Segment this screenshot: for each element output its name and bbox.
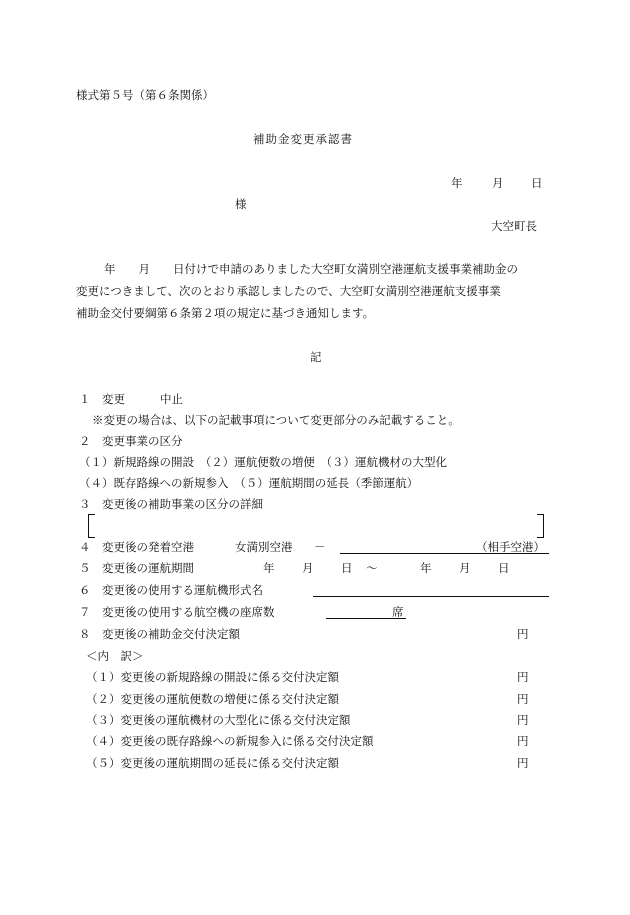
item-6-label: 変更後の使用する運航機形式名: [102, 583, 263, 597]
detail-bracket-left: [88, 514, 95, 538]
breakdown-row-2-label: （２）変更後の運航便数の増便に係る交付決定額: [86, 692, 339, 706]
item-5-month-1: 月: [302, 561, 314, 575]
item-2-options-1: （１）新規路線の開設 （２）運航便数の増便 （３）運航機材の大型化: [79, 455, 447, 469]
item-5-year-2: 年: [420, 561, 432, 575]
item-1-label: 変更: [102, 392, 125, 406]
item-2-number: ２: [79, 434, 91, 448]
addressee-suffix: 様: [235, 197, 247, 211]
item-3-number: ３: [79, 497, 91, 511]
item-5-tilde: ～: [366, 561, 378, 575]
item-5-number: ５: [79, 561, 91, 575]
item-6-number: ６: [79, 583, 91, 597]
breakdown-row-3-label: （３）変更後の運航機材の大型化に係る交付決定額: [86, 713, 351, 727]
item-5-day-1: 日: [341, 561, 353, 575]
date-day: 日: [531, 176, 543, 190]
breakdown-row-5-unit: 円: [517, 756, 529, 770]
breakdown-row-2-unit: 円: [517, 692, 529, 706]
item-8-unit: 円: [517, 627, 529, 641]
item-8-label: 変更後の補助金交付決定額: [102, 627, 240, 641]
form-number: 様式第５号（第６条関係）: [76, 88, 214, 102]
item-5-day-2: 日: [498, 561, 510, 575]
item-8-number: ８: [79, 627, 91, 641]
body-line-1: 年 月 日付けで申請のありました大空町女満別空港運航支援事業補助金の: [104, 262, 518, 276]
item-5-month-2: 月: [459, 561, 471, 575]
item-5-label: 変更後の運航期間: [102, 561, 194, 575]
change-note: ※変更の場合は、以下の記載事項について変更部分のみ記載すること。: [92, 413, 460, 427]
date-month: 月: [492, 176, 504, 190]
breakdown-row-1-unit: 円: [517, 670, 529, 684]
body-line-2: 変更につきまして、次のとおり承認しましたので、大空町女満別空港運航支援事業: [76, 284, 501, 298]
item-7-underline: [326, 618, 406, 619]
item-4-label: 変更後の発着空港: [102, 540, 194, 554]
item-4-airport: 女満別空港: [235, 540, 293, 554]
item-4-partner: （相手空港）: [476, 540, 545, 554]
item-2-label: 変更事業の区分: [102, 434, 183, 448]
breakdown-row-1-label: （１）変更後の新規路線の開設に係る交付決定額: [86, 670, 339, 684]
item-5-year-1: 年: [263, 561, 275, 575]
detail-bracket-right: [537, 514, 544, 538]
item-4-dash: －: [314, 540, 326, 554]
breakdown-row-4-unit: 円: [517, 734, 529, 748]
item-7-label: 変更後の使用する航空機の座席数: [102, 605, 275, 619]
ki-heading: 記: [310, 350, 322, 364]
breakdown-row-4-label: （４）変更後の既存路線への新規参入に係る交付決定額: [86, 734, 374, 748]
item-3-label: 変更後の補助事業の区分の詳細: [102, 497, 263, 511]
item-2-options-2: （４）既存路線への新規参入 （５）運航期間の延長（季節運航）: [79, 476, 419, 490]
item-4-number: ４: [79, 540, 91, 554]
breakdown-row-3-unit: 円: [517, 713, 529, 727]
breakdown-label: ＜内 訳＞: [86, 649, 144, 663]
item-7-number: ７: [79, 605, 91, 619]
document-title: 補助金変更承認書: [253, 132, 353, 146]
date-year: 年: [451, 176, 463, 190]
item-1-option: 中止: [160, 392, 183, 406]
item-6-underline: [313, 596, 549, 597]
item-7-unit: 席: [392, 605, 404, 619]
issuer: 大空町長: [491, 219, 537, 233]
item-1-number: １: [79, 392, 91, 406]
item-4-underline: [340, 553, 549, 554]
body-line-3: 補助金交付要綱第６条第２項の規定に基づき通知します。: [76, 306, 375, 320]
breakdown-row-5-label: （５）変更後の運航期間の延長に係る交付決定額: [86, 756, 339, 770]
